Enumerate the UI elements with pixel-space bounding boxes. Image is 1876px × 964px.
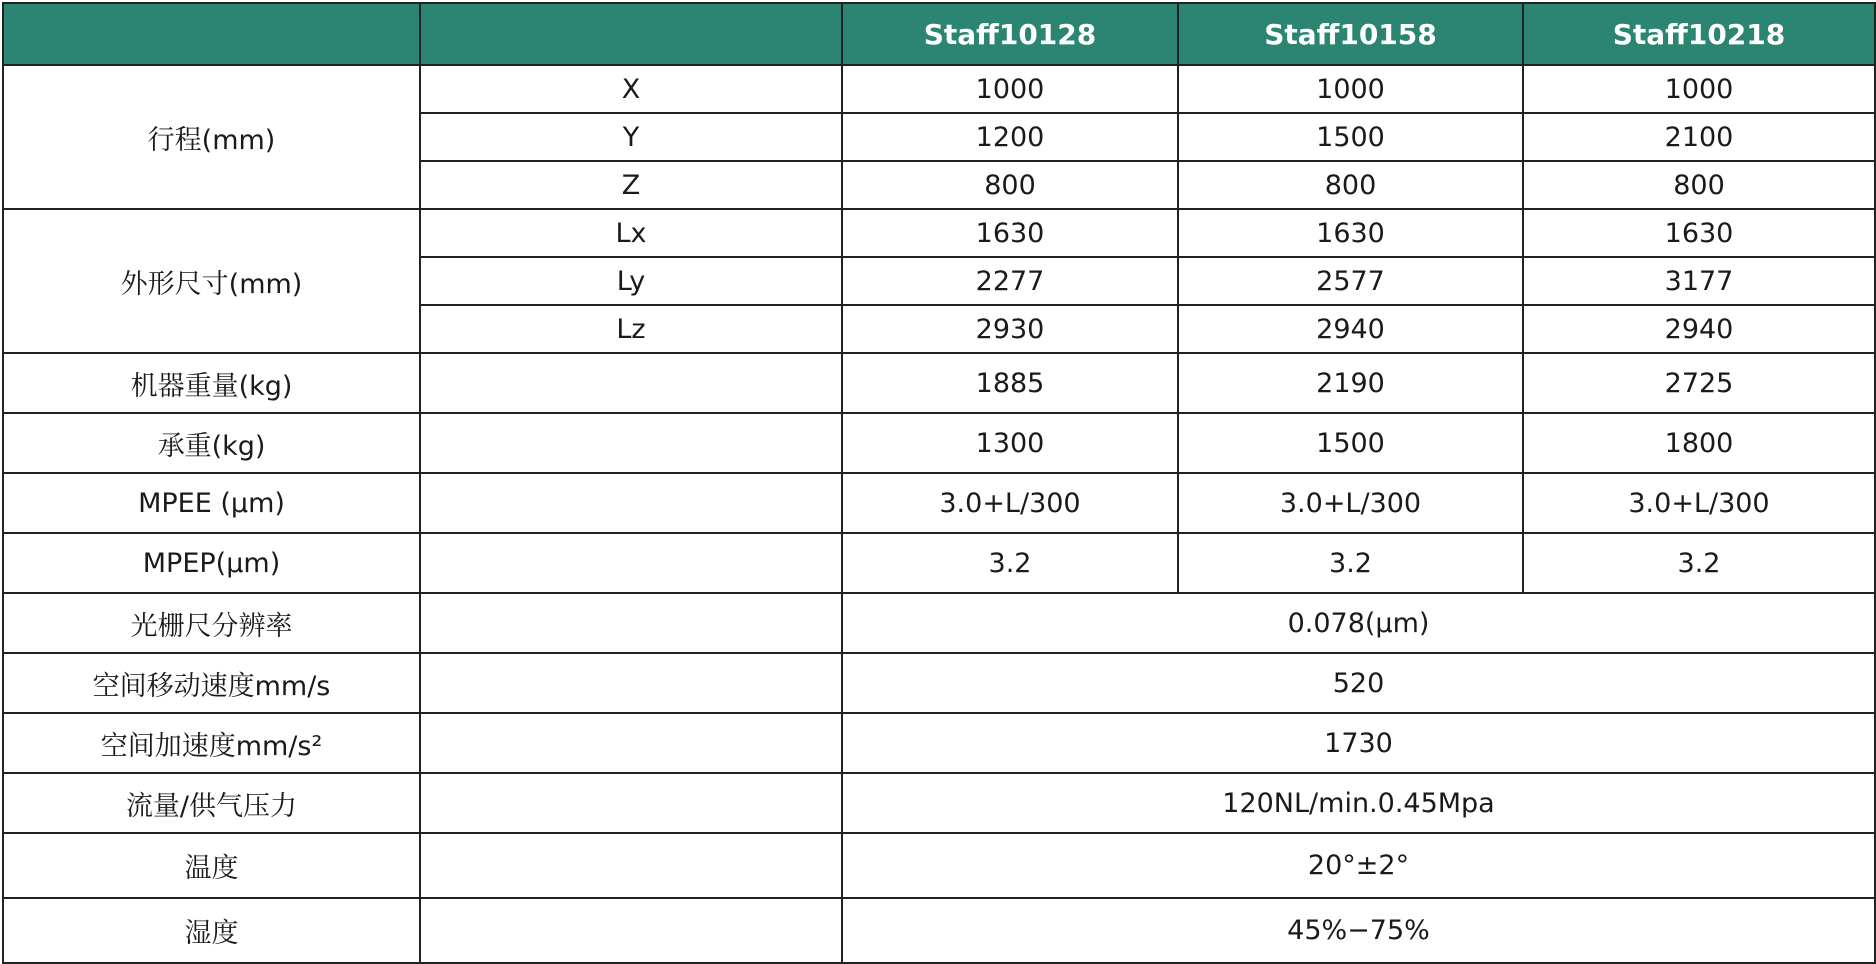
header-model-2: Staff10158 [1178,3,1523,65]
air-label: 流量/供气压力 [3,773,420,833]
humidity-value: 45%−75% [842,898,1875,963]
speed-label: 空间移动速度mm/s [3,653,420,713]
table-cell-empty [420,898,842,963]
header-cell-subitem [420,3,842,65]
speed-value: 520 [842,653,1875,713]
header-model-3: Staff10218 [1523,3,1875,65]
table-row [3,773,1875,833]
table-row [3,833,1875,898]
table-cell: 800 [842,161,1178,209]
table-cell: 3177 [1523,257,1875,305]
table-cell: 1885 [842,353,1178,413]
header-row [3,3,1875,65]
table-cell: 1200 [842,113,1178,161]
table-cell: 3.2 [1523,533,1875,593]
load-label: 承重(kg) [3,413,420,473]
table-cell: 3.0+L/300 [1178,473,1523,533]
table-cell-empty [420,593,842,653]
table-row [3,353,1875,413]
table-cell: 1000 [842,65,1178,113]
spec-table [2,2,1876,964]
table-row [3,593,1875,653]
table-cell-empty [420,773,842,833]
dimensions-label: 外形尺寸(mm) [3,209,420,353]
air-value: 120NL/min.0.45Mpa [842,773,1875,833]
table-cell: 1500 [1178,413,1523,473]
table-cell: 2100 [1523,113,1875,161]
table-cell: 800 [1178,161,1523,209]
table-row [3,898,1875,963]
acceleration-label: 空间加速度mm/s² [3,713,420,773]
dimensions-axis-lz: Lz [420,305,842,353]
table-row [3,65,1875,113]
travel-axis-y: Y [420,113,842,161]
table-cell-empty [420,713,842,773]
header-cell-category [3,3,420,65]
table-cell: 3.2 [1178,533,1523,593]
dimensions-axis-ly: Ly [420,257,842,305]
table-cell: 2277 [842,257,1178,305]
table-cell: 1000 [1523,65,1875,113]
acceleration-value: 1730 [842,713,1875,773]
table-cell-empty [420,473,842,533]
table-row [3,533,1875,593]
table-row [3,713,1875,773]
table-cell: 1630 [1178,209,1523,257]
travel-axis-x: X [420,65,842,113]
table-cell: 2940 [1523,305,1875,353]
table-row [3,209,1875,257]
table-cell: 1800 [1523,413,1875,473]
travel-label: 行程(mm) [3,65,420,209]
table-cell: 2930 [842,305,1178,353]
mpee-label: MPEE (μm) [3,473,420,533]
table-cell: 1630 [1523,209,1875,257]
weight-label: 机器重量(kg) [3,353,420,413]
header-model-1: Staff10128 [842,3,1178,65]
dimensions-axis-lx: Lx [420,209,842,257]
table-cell: 2725 [1523,353,1875,413]
table-cell: 1000 [1178,65,1523,113]
table-cell: 3.0+L/300 [842,473,1178,533]
table-cell-empty [420,413,842,473]
table-cell: 1500 [1178,113,1523,161]
travel-axis-z: Z [420,161,842,209]
resolution-value: 0.078(μm) [842,593,1875,653]
table-cell: 3.0+L/300 [1523,473,1875,533]
table-row [3,653,1875,713]
table-row [3,413,1875,473]
table-cell-empty [420,353,842,413]
mpep-label: MPEP(μm) [3,533,420,593]
resolution-label: 光栅尺分辨率 [3,593,420,653]
table-cell-empty [420,653,842,713]
table-cell: 800 [1523,161,1875,209]
table-cell-empty [420,833,842,898]
table-cell: 1300 [842,413,1178,473]
temperature-label: 温度 [3,833,420,898]
humidity-label: 湿度 [3,898,420,963]
temperature-value: 20°±2° [842,833,1875,898]
table-cell: 2940 [1178,305,1523,353]
table-row [3,473,1875,533]
table-cell: 3.2 [842,533,1178,593]
table-cell: 2577 [1178,257,1523,305]
table-cell-empty [420,533,842,593]
table-cell: 2190 [1178,353,1523,413]
table-cell: 1630 [842,209,1178,257]
